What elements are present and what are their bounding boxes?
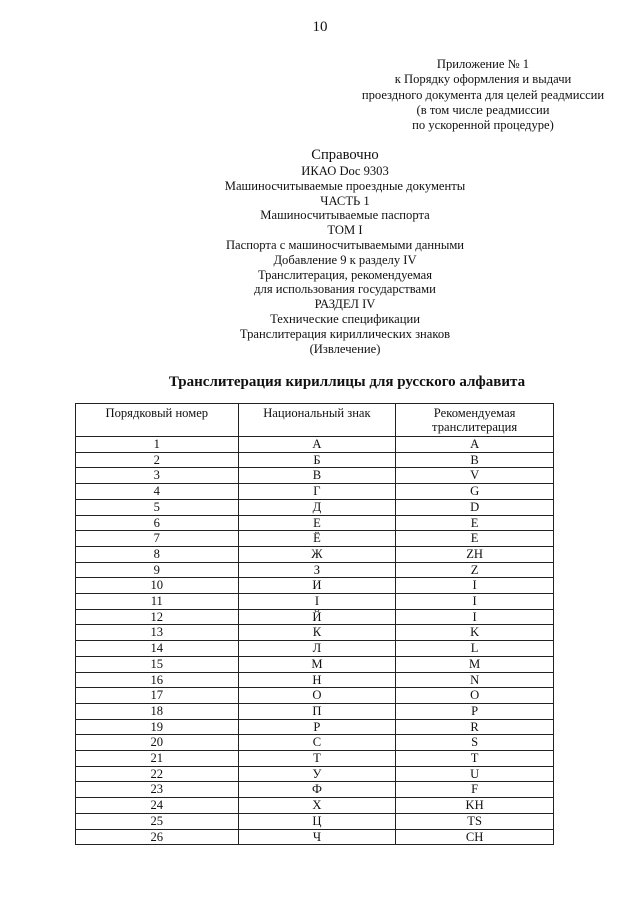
header-line: ТОМ I [327, 223, 363, 238]
document-header [195, 147, 495, 356]
cell-transliteration: TS [396, 813, 554, 829]
cell-national-sign: Ч [238, 829, 396, 845]
table-row [76, 641, 554, 657]
table-row [76, 625, 554, 641]
column-header-national-sign: Национальный знак [238, 404, 396, 437]
cell-national-sign: У [238, 766, 396, 782]
cell-transliteration: K [396, 625, 554, 641]
cell-number: 16 [76, 672, 239, 688]
cell-national-sign: Ц [238, 813, 396, 829]
cell-transliteration: E [396, 531, 554, 547]
cell-national-sign: З [238, 562, 396, 578]
cell-national-sign: Е [238, 515, 396, 531]
header-line: Технические спецификации [270, 311, 420, 326]
cell-national-sign: Н [238, 672, 396, 688]
table-row [76, 531, 554, 547]
cell-national-sign: А [238, 437, 396, 453]
table-row [76, 656, 554, 672]
cell-transliteration: L [396, 641, 554, 657]
cell-transliteration: T [396, 751, 554, 767]
cell-national-sign: Б [238, 452, 396, 468]
header-line: Машиносчитываемые проездные документы [224, 178, 466, 193]
appendix-line: по ускоренной процедуре) [412, 118, 554, 133]
cell-number: 17 [76, 688, 239, 704]
table-row [76, 452, 554, 468]
cell-transliteration: E [396, 515, 554, 531]
table-row [76, 484, 554, 500]
cell-number: 25 [76, 813, 239, 829]
cell-number: 21 [76, 751, 239, 767]
cell-transliteration: V [396, 468, 554, 484]
appendix-line: (в том числе реадмиссии [416, 102, 550, 117]
table-row [76, 735, 554, 751]
column-header-number: Порядковый номер [76, 404, 239, 437]
appendix-line: Приложение № 1 [436, 57, 530, 71]
cell-number: 18 [76, 703, 239, 719]
header-line-reference: Справочно [311, 147, 379, 163]
cell-number: 15 [76, 656, 239, 672]
table-row [76, 782, 554, 798]
cell-transliteration: CH [396, 829, 554, 845]
table-row [76, 688, 554, 704]
header-line: для использования государствами [254, 282, 436, 297]
cell-number: 7 [76, 531, 239, 547]
table-row [76, 813, 554, 829]
cell-transliteration: G [396, 484, 554, 500]
cell-number: 9 [76, 562, 239, 578]
cell-transliteration: P [396, 703, 554, 719]
cell-transliteration: D [396, 499, 554, 515]
appendix-line: проездного документа для целей реадмиссии [361, 87, 605, 102]
header-line: Добавление 9 к разделу IV [273, 252, 417, 267]
cell-transliteration: I [396, 609, 554, 625]
cell-number: 2 [76, 452, 239, 468]
table-row [76, 829, 554, 845]
cell-number: 5 [76, 499, 239, 515]
cell-national-sign: И [238, 578, 396, 594]
header-line: Паспорта с машиносчитываемыми данными [225, 237, 465, 252]
cell-transliteration: Z [396, 562, 554, 578]
table-row [76, 703, 554, 719]
cell-national-sign: К [238, 625, 396, 641]
cell-transliteration: I [396, 578, 554, 594]
header-line: Транслитерация кириллических знаков [239, 326, 451, 341]
cell-number: 22 [76, 766, 239, 782]
cell-transliteration: B [396, 452, 554, 468]
header-line: Машиносчитываемые паспорта [260, 208, 430, 223]
header-line: Транслитерация, рекомендуемая [257, 267, 433, 282]
cell-national-sign: Д [238, 499, 396, 515]
cell-number: 12 [76, 609, 239, 625]
table-body [76, 437, 554, 845]
cell-national-sign: О [238, 688, 396, 704]
cell-national-sign: П [238, 703, 396, 719]
table-row [76, 719, 554, 735]
cell-number: 20 [76, 735, 239, 751]
table-row [76, 578, 554, 594]
cell-transliteration: M [396, 656, 554, 672]
cell-transliteration: I [396, 594, 554, 610]
table-row [76, 499, 554, 515]
cell-national-sign: I [238, 594, 396, 610]
cell-number: 13 [76, 625, 239, 641]
transliteration-table [75, 403, 554, 845]
cell-number: 4 [76, 484, 239, 500]
header-line: ИКАО Doc 9303 [301, 164, 389, 178]
cell-national-sign: Р [238, 719, 396, 735]
cell-number: 11 [76, 594, 239, 610]
table-row [76, 562, 554, 578]
cell-national-sign: Ё [238, 531, 396, 547]
cell-transliteration: KH [396, 798, 554, 814]
header-line: РАЗДЕЛ IV [314, 297, 376, 312]
cell-national-sign: Й [238, 609, 396, 625]
cell-transliteration: ZH [396, 546, 554, 562]
cell-national-sign: Х [238, 798, 396, 814]
table-row [76, 672, 554, 688]
appendix-reference [354, 57, 612, 133]
cell-national-sign: Ф [238, 782, 396, 798]
cell-number: 19 [76, 719, 239, 735]
cell-transliteration: F [396, 782, 554, 798]
table-row [76, 751, 554, 767]
cell-national-sign: Л [238, 641, 396, 657]
cell-number: 1 [76, 437, 239, 453]
cell-number: 10 [76, 578, 239, 594]
cell-transliteration: U [396, 766, 554, 782]
table-row [76, 515, 554, 531]
page-number: 10 [312, 19, 328, 35]
header-line: ЧАСТЬ 1 [320, 193, 370, 208]
cell-number: 26 [76, 829, 239, 845]
cell-number: 24 [76, 798, 239, 814]
cell-number: 14 [76, 641, 239, 657]
cell-transliteration: O [396, 688, 554, 704]
cell-national-sign: Ж [238, 546, 396, 562]
cell-national-sign: Г [238, 484, 396, 500]
appendix-line: к Порядку оформления и выдачи [394, 72, 572, 87]
table-title: Транслитерация кириллицы для русского алфавита [168, 374, 526, 390]
cell-transliteration: R [396, 719, 554, 735]
table-row [76, 766, 554, 782]
cell-national-sign: В [238, 468, 396, 484]
header-line: (Извлечение) [309, 341, 381, 356]
table-row [76, 546, 554, 562]
cell-transliteration: S [396, 735, 554, 751]
cell-number: 23 [76, 782, 239, 798]
table-row [76, 468, 554, 484]
cell-number: 6 [76, 515, 239, 531]
table-row [76, 437, 554, 453]
cell-number: 3 [76, 468, 239, 484]
table-row [76, 798, 554, 814]
cell-national-sign: С [238, 735, 396, 751]
cell-transliteration: A [396, 437, 554, 453]
cell-national-sign: Т [238, 751, 396, 767]
cell-transliteration: N [396, 672, 554, 688]
table-row [76, 594, 554, 610]
cell-number: 8 [76, 546, 239, 562]
column-header-transliteration: Рекомендуемая транслитерация [396, 404, 554, 437]
table-row [76, 609, 554, 625]
cell-national-sign: М [238, 656, 396, 672]
table-header-row [76, 404, 554, 437]
